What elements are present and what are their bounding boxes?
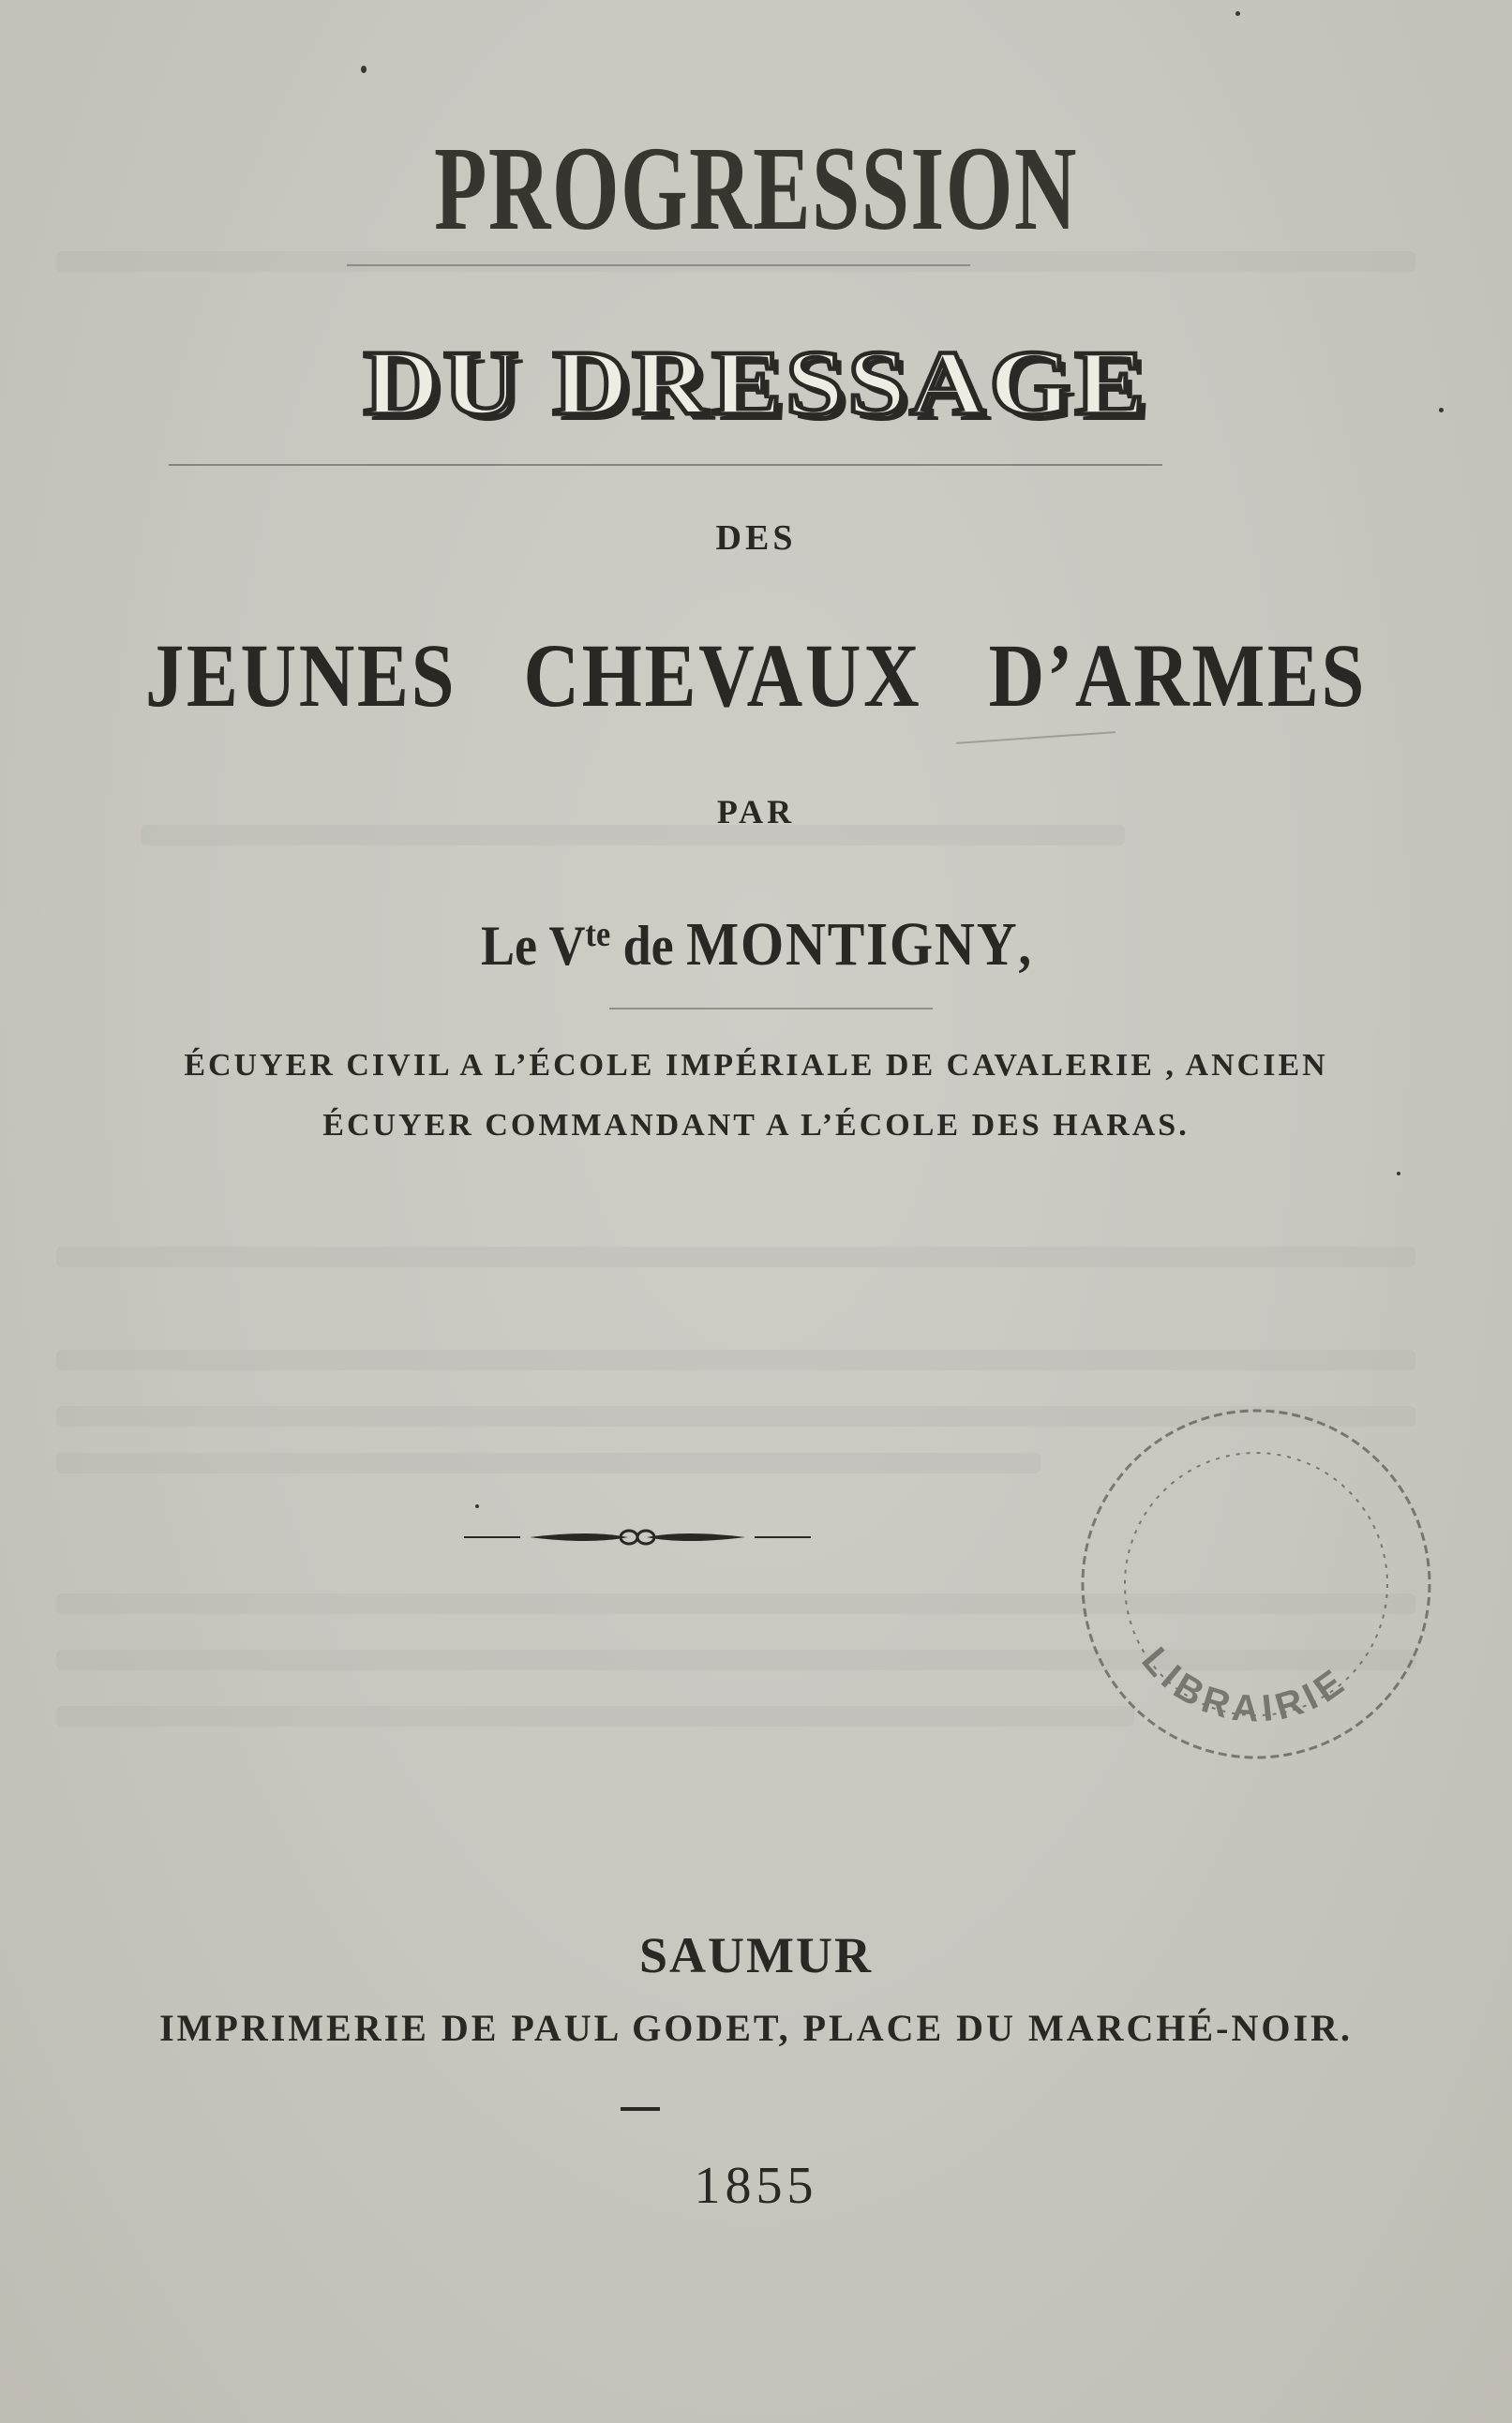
paper-fleck (1397, 1172, 1400, 1175)
author-comma: , (1018, 915, 1031, 977)
credentials-line-2: ÉCUYER COMMANDANT A L’ÉCOLE DES HARAS. (322, 1108, 1190, 1143)
subtitle-word: D’ARMES (988, 625, 1367, 725)
title-rule (169, 464, 1162, 466)
paper-fleck (361, 66, 367, 73)
imprint-city: SAUMUR (639, 1927, 873, 1983)
paper-fleck (1439, 408, 1444, 412)
show-through (56, 1247, 1415, 1267)
title-line-1: PROGRESSION (434, 122, 1078, 255)
author-prefix: Le V (481, 915, 586, 977)
author-underline (609, 1008, 933, 1010)
subtitle (106, 623, 1406, 727)
ornament-divider (459, 1518, 816, 1556)
paper-fleck (1235, 11, 1240, 16)
subtitle-word: JEUNES (145, 625, 457, 725)
show-through (56, 1350, 1415, 1370)
pencil-underline (347, 264, 970, 266)
show-through (56, 1706, 1134, 1727)
subtitle-word: CHEVAUX (523, 625, 922, 725)
author-name: MONTIGNY (686, 910, 1019, 979)
by-line: PAR (716, 793, 796, 830)
show-through (56, 1453, 1040, 1473)
author-particle: de (622, 915, 674, 977)
title-line-2: DU DRESSAGE (363, 332, 1149, 435)
paper-fleck (475, 1504, 479, 1508)
imprint-printer: IMPRIMERIE DE PAUL GODET, PLACE DU MARCHÉ-NOIR. (159, 2007, 1353, 2049)
imprint-year: 1855 (694, 2157, 818, 2215)
author-prefix-sup: te (585, 915, 611, 954)
connector-word: DES (715, 518, 797, 558)
separator-dash (621, 2107, 660, 2111)
credentials-line-1: ÉCUYER CIVIL A L’ÉCOLE IMPÉRIALE DE CAVALERIE , ANCIEN (184, 1048, 1328, 1083)
pencil-mark (956, 731, 1115, 744)
stamp-text: LIBRAIRIE (1133, 1639, 1356, 1730)
author-line (76, 909, 1437, 980)
library-stamp (1059, 1397, 1453, 1772)
